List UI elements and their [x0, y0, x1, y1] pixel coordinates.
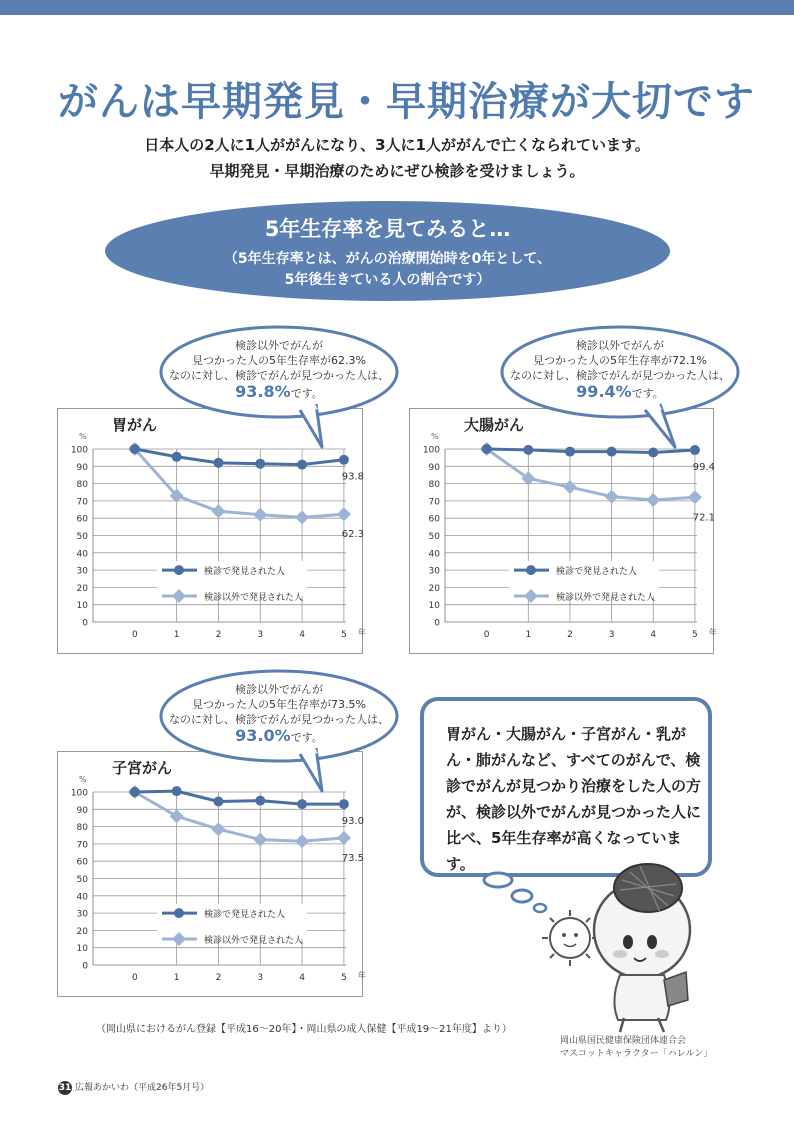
legend-label-other: 検診以外で発見された人: [556, 593, 656, 604]
x-tick-label: 1: [173, 973, 180, 983]
y-tick-label: 50: [428, 532, 440, 542]
data-label-screened: 99.4: [692, 462, 716, 474]
callout-tail: です。: [290, 731, 323, 744]
y-tick-label: 80: [428, 480, 440, 491]
summary-note-text: 胃がん・大腸がん・子宮がん・乳がん・肺がんなど、すべてのがんで、検診でがんが見つかり治療をした人の方が、検診以外でがんが見つかった人に比べ、5年生存率が高くなっています。: [446, 725, 702, 873]
callout-line: 検診以外でがんが: [235, 683, 323, 696]
callout-highlight-rate: 93.8%: [235, 382, 291, 401]
x-tick-label: 0: [483, 630, 490, 640]
x-tick-label: 4: [299, 973, 305, 983]
x-tick-label: 0: [131, 630, 138, 640]
data-label-other: 73.5: [341, 852, 365, 864]
y-tick-label: 90: [76, 462, 88, 473]
y-tick-label: 40: [428, 549, 440, 560]
y-axis-unit: %: [79, 775, 87, 784]
mascot-caption-org: 岡山県国民健康保険団体連合会: [560, 1036, 687, 1046]
y-tick-label: 30: [428, 566, 440, 577]
callout-line: なのに対し、検診でがんが見つかった人は、: [169, 369, 389, 382]
y-tick-label: 20: [76, 583, 88, 594]
callout-line: 検診以外でがんが: [235, 339, 323, 352]
y-tick-label: 30: [76, 566, 88, 577]
y-tick-label: 40: [76, 549, 88, 560]
callout-text-uterine: [162, 681, 396, 746]
callout-tail: です。: [290, 387, 323, 400]
y-tick-label: 80: [76, 480, 88, 491]
y-tick-label: 70: [76, 497, 88, 508]
y-tick-label: 20: [76, 926, 88, 937]
y-tick-label: 100: [70, 788, 88, 799]
callout-line: 見つかった人の5年生存率が72.1%: [533, 354, 707, 367]
x-tick-label: 2: [215, 630, 222, 640]
y-tick-label: 10: [76, 944, 88, 955]
chart-title: 胃がん: [112, 416, 158, 434]
intro-line-2: 早期発見・早期治療のためにぜひ検診を受けましょう。: [209, 162, 585, 180]
y-tick-label: 50: [76, 875, 88, 885]
y-tick-label: 20: [428, 583, 440, 594]
x-axis-unit: 年: [708, 628, 717, 637]
x-tick-label: 1: [173, 630, 180, 640]
publication-name: 広報あかいわ（平成26年5月号）: [75, 1083, 210, 1093]
legend-label-screened: 検診で発見された人: [204, 910, 286, 921]
banner-subtitle-2: 5年後生きている人の割合です）: [284, 272, 491, 288]
y-tick-label: 90: [76, 805, 88, 816]
data-label-other: 72.1: [692, 512, 716, 524]
callout-line: なのに対し、検診でがんが見つかった人は、: [510, 369, 730, 382]
y-tick-label: 50: [76, 532, 88, 542]
callout-line: 見つかった人の5年生存率が73.5%: [192, 698, 366, 711]
y-tick-label: 10: [76, 601, 88, 612]
sunflower-head-icon: [594, 864, 690, 978]
x-tick-label: 3: [257, 630, 264, 640]
x-tick-label: 4: [299, 630, 305, 640]
mascot-harerun: [540, 850, 720, 1035]
data-label-screened: 93.0: [341, 816, 365, 828]
callout-text-colon: [503, 337, 737, 402]
y-tick-label: 70: [428, 497, 440, 508]
y-tick-label: 0: [82, 618, 88, 629]
callout-text-stomach: [162, 337, 396, 402]
mascot-body: [614, 972, 688, 1032]
x-tick-label: 1: [525, 630, 532, 640]
mascot-caption: [560, 1035, 712, 1061]
mascot-caption-name: マスコットキャラクター「ハレルン」: [560, 1049, 713, 1059]
x-tick-label: 4: [650, 630, 657, 640]
y-tick-label: 100: [70, 445, 88, 456]
x-tick-label: 2: [567, 630, 573, 640]
page-number: 31: [58, 1083, 72, 1093]
y-tick-label: 40: [76, 892, 88, 903]
legend-label-screened: 検診で発見された人: [204, 567, 286, 578]
y-tick-label: 10: [428, 601, 440, 612]
legend-label-screened: 検診で発見された人: [556, 567, 638, 578]
y-tick-label: 60: [76, 857, 88, 868]
page-footer: [58, 1080, 209, 1095]
y-tick-label: 0: [434, 618, 440, 629]
x-tick-label: 5: [692, 630, 698, 640]
x-tick-label: 5: [341, 973, 347, 983]
data-label-screened: 93.8: [341, 471, 365, 483]
callout-line: 見つかった人の5年生存率が62.3%: [192, 354, 366, 367]
data-label-other: 62.3: [341, 529, 365, 541]
page-title: がんは早期発見・早期治療が大切です: [58, 79, 755, 125]
callout-highlight-rate: 99.4%: [576, 382, 632, 401]
x-tick-label: 2: [215, 973, 222, 983]
data-source-note: （岡山県におけるがん登録【平成16～20年】・岡山県の成人保健【平成19～21年度】より）: [96, 1024, 512, 1035]
y-tick-label: 30: [76, 909, 88, 920]
y-tick-label: 80: [76, 823, 88, 834]
chart-title: 子宮がん: [112, 759, 173, 777]
y-tick-label: 0: [82, 961, 88, 972]
y-axis-unit: %: [431, 432, 439, 441]
x-tick-label: 3: [257, 973, 264, 983]
legend-label-other: 検診以外で発見された人: [204, 936, 304, 947]
legend-label-other: 検診以外で発見された人: [204, 593, 304, 604]
x-tick-label: 5: [341, 630, 347, 640]
y-tick-label: 70: [76, 840, 88, 851]
y-axis-unit: %: [79, 432, 87, 441]
intro-line-1: 日本人の2人に1人ががんになり、3人に1人ががんで亡くなられています。: [144, 136, 650, 154]
banner-title: 5年生存率を見てみると…: [264, 217, 511, 241]
banner-subtitle-1: （5年生存率とは、がんの治療開始時を0年として、: [223, 251, 552, 267]
y-tick-label: 60: [428, 514, 440, 525]
y-tick-label: 100: [422, 445, 440, 456]
callout-highlight-rate: 93.0%: [235, 726, 291, 745]
callout-tail: です。: [631, 387, 664, 400]
callout-line: 検診以外でがんが: [576, 339, 664, 352]
x-tick-label: 3: [608, 630, 615, 640]
y-tick-label: 90: [428, 462, 440, 473]
x-axis-unit: 年: [357, 628, 366, 637]
x-axis-unit: 年: [357, 971, 366, 980]
callout-line: なのに対し、検診でがんが見つかった人は、: [169, 713, 389, 726]
small-sun-icon: [542, 910, 598, 966]
y-tick-label: 60: [76, 514, 88, 525]
x-tick-label: 0: [131, 973, 138, 983]
chart-title: 大腸がん: [464, 416, 525, 434]
